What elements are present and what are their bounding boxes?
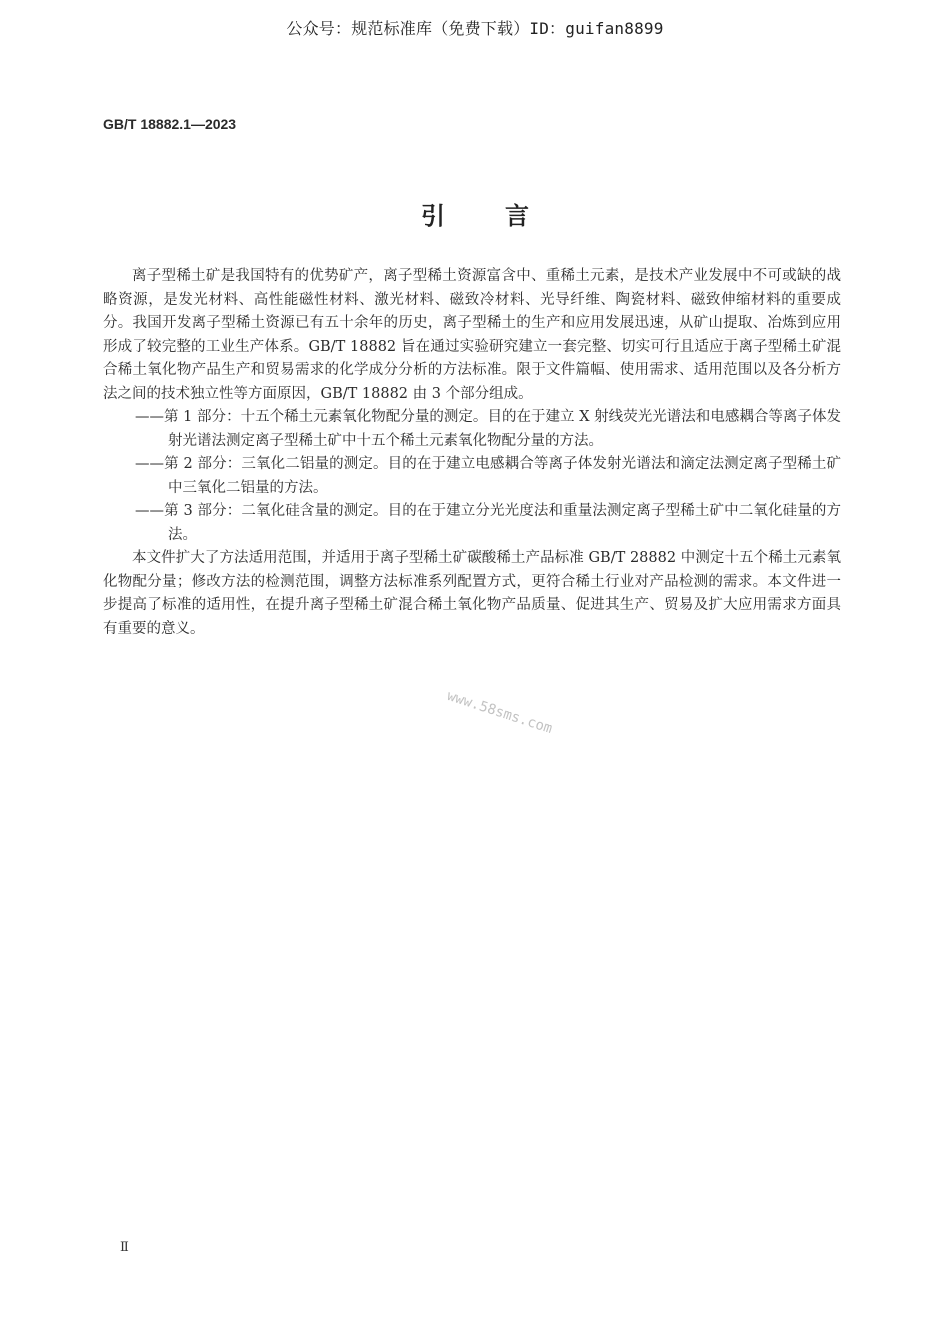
document-body (103, 265, 841, 641)
page-number: Ⅱ (120, 1240, 129, 1255)
list-item-part-2: ——第 2 部分：三氧化二铝量的测定。目的在于建立电感耦合等离子体发射光谱法和滴定法测定离子型稀土矿中三氧化二铝量的方法。 (135, 456, 841, 496)
list-item-part-1: ——第 1 部分：十五个稀土元素氧化物配分量的测定。目的在于建立 X 射线荧光光谱法和电感耦合等离子体发射光谱法测定离子型稀土矿中十五个稀土元素氧化物配分量的方法。 (135, 409, 841, 449)
standard-code: GB/T 18882.1—2023 (103, 116, 237, 132)
watermark: www.58sms.com (445, 688, 555, 738)
intro-paragraph-1: 离子型稀土矿是我国特有的优势矿产，离子型稀土资源富含中、重稀土元素，是技术产业发展中不可或缺的战略资源，是发光材料、高性能磁性材料、激光材料、磁致冷材料、光导纤维、陶瓷材料、磁致伸缩材料的重要成分。我国开发离子型稀土资源已有五十余年的历史，离子型稀土的生产和应用发展迅速，从矿山提取、冶炼到应用形成了较完整的工业生产体系。GB/T 18882 旨在通过实验研究建立一套完整、切实可行且适应于离子型稀土矿混合稀土氧化物产品生产和贸易需求的化学成分分析的方法标准。限于文件篇幅、使用需求、适用范围以及各分析方法之间的技术独立性等方面原因，GB/T 18882 由 3 个部分组成。 (103, 268, 841, 402)
page-title: 引言 (421, 202, 589, 230)
download-banner: 公众号：规范标准库（免费下载）ID：guifan8899 (286, 19, 664, 38)
list-item-part-3: ——第 3 部分：二氧化硅含量的测定。目的在于建立分光光度法和重量法测定离子型稀土矿中二氧化硅量的方法。 (135, 503, 841, 543)
intro-paragraph-2: 本文件扩大了方法适用范围，并适用于离子型稀土矿碳酸稀土产品标准 GB/T 28882 中测定十五个稀土元素氧化物配分量；修改方法的检测范围，调整方法标准系列配置方式，更符合稀土行业对产品检测的需求。本文件进一步提高了标准的适用性，在提升离子型稀土矿混合稀土氧化物产品质量、促进其生产、贸易及扩大应用需求方面具有重要的意义。 (103, 550, 841, 637)
